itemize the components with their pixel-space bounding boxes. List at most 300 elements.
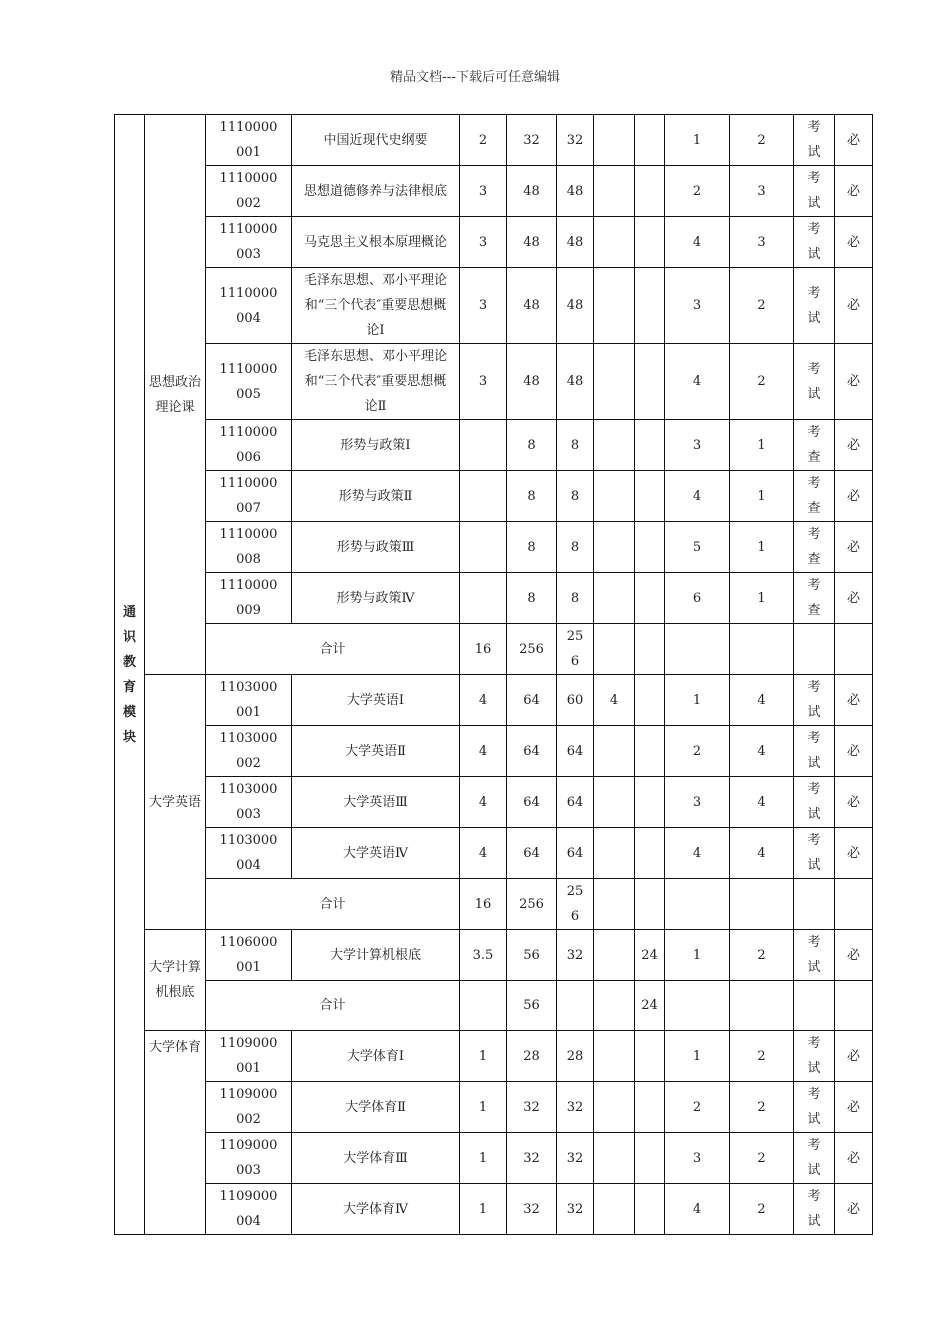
course-col5: [635, 1184, 665, 1235]
course-type-text: 必: [846, 539, 860, 555]
course-row: [115, 522, 873, 573]
course-assessment: [794, 1184, 835, 1235]
course-credits-text: 4: [478, 692, 488, 708]
course-lecture-hours: [557, 828, 594, 879]
course-name: [292, 522, 460, 573]
course-assessment: [794, 573, 835, 624]
total-semester: [665, 879, 730, 930]
course-weekly-hours-text: 2: [757, 1150, 766, 1166]
course-code: [206, 828, 292, 879]
course-lecture-hours-text: 8: [570, 488, 580, 504]
total-lecture-hours-text: 256: [566, 629, 584, 669]
course-row: [115, 344, 873, 420]
course-col5: [635, 1082, 665, 1133]
course-semester-text: 2: [692, 743, 702, 759]
course-col5: [635, 268, 665, 344]
course-assessment-text: 考试: [807, 285, 821, 326]
course-type-text: 必: [846, 234, 860, 250]
course-weekly-hours: [730, 1133, 794, 1184]
course-code-text: 1110000004: [219, 285, 278, 326]
total-col5-text: 24: [641, 998, 658, 1013]
course-col4: [594, 344, 635, 420]
course-type-text: 必: [846, 132, 860, 148]
course-type-text: 必: [846, 845, 860, 861]
course-type-text: 必: [846, 437, 860, 453]
total-assessment: [794, 879, 835, 930]
total-row: [115, 624, 873, 675]
course-name-text: 中国近现代史纲要: [323, 132, 428, 148]
course-credits: [460, 522, 507, 573]
course-type: [835, 268, 873, 344]
course-name-text: 形势与政策Ⅳ: [336, 590, 415, 606]
course-type: [835, 1031, 873, 1082]
course-weekly-hours-text: 4: [757, 743, 766, 759]
course-code: [206, 522, 292, 573]
course-type: [835, 420, 873, 471]
course-lecture-hours-text: 8: [570, 590, 580, 606]
course-type-text: 必: [846, 183, 860, 199]
course-assessment: [794, 828, 835, 879]
course-assessment: [794, 217, 835, 268]
course-semester-text: 4: [692, 488, 702, 504]
course-type: [835, 777, 873, 828]
course-type-text: 必: [846, 794, 860, 810]
course-credits-text: 3: [478, 298, 488, 313]
total-hours: [507, 624, 557, 675]
course-row: [115, 573, 873, 624]
course-name-text: 大学英语Ⅰ: [346, 692, 405, 708]
course-semester: [665, 777, 730, 828]
course-hours: [507, 522, 557, 573]
course-lecture-hours-text: 8: [570, 539, 580, 555]
course-lecture-hours: [557, 420, 594, 471]
course-credits: [460, 1133, 507, 1184]
course-lecture-hours: [557, 1184, 594, 1235]
course-assessment: [794, 522, 835, 573]
course-lecture-hours: [557, 217, 594, 268]
course-credits-text: 3: [478, 183, 488, 199]
course-col4: [594, 522, 635, 573]
course-credits: [460, 420, 507, 471]
course-credits: [460, 828, 507, 879]
course-semester: [665, 726, 730, 777]
course-code-text: 1110000002: [219, 171, 278, 211]
course-name: [292, 217, 460, 268]
total-lecture-hours: [557, 981, 594, 1031]
course-type: [835, 522, 873, 573]
course-code-text: 1110000001: [219, 120, 278, 160]
course-lecture-hours-text: 48: [566, 234, 584, 250]
total-col5: [635, 624, 665, 675]
total-semester: [665, 981, 730, 1031]
course-name-text: 毛泽东思想、邓小平理论和“三个代表″重要思想概论Ⅰ: [303, 273, 447, 338]
course-code: [206, 573, 292, 624]
course-semester-text: 4: [692, 845, 702, 861]
course-credits: [460, 675, 507, 726]
course-name-text: 大学体育Ⅱ: [345, 1099, 406, 1115]
total-semester: [665, 624, 730, 675]
course-type: [835, 115, 873, 166]
course-lecture-hours-text: 32: [566, 1099, 584, 1115]
course-credits-text: 4: [478, 845, 488, 861]
total-weekly: [730, 624, 794, 675]
course-semester-text: 2: [692, 1099, 702, 1115]
course-lecture-hours-text: 32: [566, 947, 584, 963]
course-credits: [460, 930, 507, 981]
course-semester-text: 1: [692, 1048, 702, 1064]
course-name: [292, 1082, 460, 1133]
course-credits-text: 3.5: [472, 947, 494, 963]
course-code: [206, 217, 292, 268]
course-hours: [507, 675, 557, 726]
course-semester-text: 6: [692, 590, 702, 606]
course-col4: [594, 828, 635, 879]
course-col4: [594, 573, 635, 624]
course-hours-text: 8: [527, 488, 536, 504]
course-hours-text: 32: [523, 1150, 540, 1166]
course-credits-text: 1: [478, 1150, 488, 1166]
course-hours: [507, 828, 557, 879]
total-assessment: [794, 624, 835, 675]
course-type-text: 必: [846, 947, 860, 963]
course-lecture-hours: [557, 268, 594, 344]
course-row: [115, 930, 873, 981]
course-col5: [635, 930, 665, 981]
course-col5: [635, 1031, 665, 1082]
course-col4: [594, 675, 635, 726]
course-code: [206, 1133, 292, 1184]
course-assessment-text: 考查: [807, 425, 821, 465]
course-name: [292, 420, 460, 471]
total-label-text: 合计: [319, 998, 346, 1013]
course-lecture-hours-text: 64: [566, 794, 584, 810]
course-row: [115, 166, 873, 217]
course-weekly-hours: [730, 777, 794, 828]
course-semester: [665, 1082, 730, 1133]
course-col4: [594, 1133, 635, 1184]
course-assessment: [794, 166, 835, 217]
course-weekly-hours-text: 2: [757, 1201, 766, 1217]
course-weekly-hours-text: 4: [757, 692, 766, 708]
course-lecture-hours: [557, 675, 594, 726]
course-semester: [665, 344, 730, 420]
total-type: [835, 981, 873, 1031]
course-col5: [635, 166, 665, 217]
total-weekly: [730, 879, 794, 930]
course-weekly-hours-text: 1: [757, 539, 766, 555]
course-hours: [507, 930, 557, 981]
course-assessment-text: 考试: [807, 120, 821, 160]
course-hours: [507, 1082, 557, 1133]
course-name: [292, 1184, 460, 1235]
course-hours: [507, 777, 557, 828]
course-assessment: [794, 268, 835, 344]
course-credits-text: 2: [478, 132, 488, 148]
course-code: [206, 471, 292, 522]
course-lecture-hours: [557, 522, 594, 573]
total-label: [206, 879, 460, 930]
course-weekly-hours: [730, 726, 794, 777]
course-type-text: 必: [846, 1150, 860, 1166]
course-semester-text: 5: [692, 539, 702, 555]
course-weekly-hours: [730, 573, 794, 624]
total-type: [835, 879, 873, 930]
course-weekly-hours: [730, 420, 794, 471]
course-code: [206, 115, 292, 166]
module-label: [115, 115, 145, 1235]
course-code: [206, 166, 292, 217]
course-row: [115, 115, 873, 166]
module-label-text: 通识教育模块: [122, 604, 136, 745]
course-semester: [665, 930, 730, 981]
course-code-text: 1109000004: [219, 1189, 278, 1229]
course-hours-text: 64: [523, 794, 540, 810]
course-assessment: [794, 1133, 835, 1184]
course-assessment: [794, 1031, 835, 1082]
course-type-text: 必: [846, 1048, 860, 1064]
course-assessment-text: 考查: [807, 527, 821, 567]
course-semester-text: 2: [692, 183, 702, 199]
course-name: [292, 471, 460, 522]
course-col5: [635, 217, 665, 268]
course-lecture-hours: [557, 573, 594, 624]
course-lecture-hours: [557, 777, 594, 828]
course-row: [115, 217, 873, 268]
course-type: [835, 1082, 873, 1133]
course-name-text: 形势与政策Ⅰ: [340, 437, 411, 453]
course-name-text: 大学计算机根底: [329, 947, 421, 963]
course-row: [115, 471, 873, 522]
course-type: [835, 573, 873, 624]
course-code-text: 1110000006: [219, 425, 278, 465]
course-type: [835, 1133, 873, 1184]
category-label: [145, 115, 206, 675]
course-code: [206, 777, 292, 828]
course-lecture-hours: [557, 344, 594, 420]
course-assessment-text: 考试: [807, 782, 821, 822]
course-col4: [594, 1082, 635, 1133]
total-credits-text: 16: [474, 641, 492, 657]
course-credits-text: 1: [478, 1099, 488, 1115]
course-semester-text: 3: [692, 1150, 702, 1166]
course-col4-text: 4: [609, 692, 619, 708]
course-weekly-hours-text: 2: [757, 947, 766, 963]
course-weekly-hours: [730, 217, 794, 268]
course-weekly-hours: [730, 166, 794, 217]
course-weekly-hours: [730, 522, 794, 573]
course-credits: [460, 1031, 507, 1082]
course-row: [115, 1184, 873, 1235]
total-hours-text: 256: [519, 896, 544, 912]
course-semester-text: 3: [692, 794, 702, 810]
course-assessment: [794, 930, 835, 981]
course-type: [835, 930, 873, 981]
course-col4: [594, 268, 635, 344]
course-assessment-text: 考试: [807, 1189, 821, 1229]
course-hours-text: 8: [527, 539, 536, 555]
course-col4: [594, 930, 635, 981]
course-semester-text: 3: [692, 298, 702, 313]
total-credits: [460, 624, 507, 675]
total-col5: [635, 981, 665, 1031]
course-code-text: 1106000001: [219, 935, 278, 975]
course-name: [292, 675, 460, 726]
total-col4: [594, 624, 635, 675]
course-weekly-hours-text: 3: [757, 183, 766, 199]
course-assessment-text: 考试: [807, 680, 821, 720]
total-col4: [594, 981, 635, 1031]
course-row: [115, 268, 873, 344]
course-col4: [594, 166, 635, 217]
course-type: [835, 344, 873, 420]
course-assessment-text: 考试: [807, 171, 821, 211]
course-lecture-hours-text: 32: [566, 1150, 584, 1166]
course-weekly-hours: [730, 1031, 794, 1082]
course-assessment-text: 考试: [807, 935, 821, 975]
course-hours-text: 32: [523, 1201, 540, 1217]
course-type-text: 必: [846, 590, 860, 606]
course-credits-text: 4: [478, 743, 488, 759]
course-hours-text: 8: [527, 590, 536, 606]
course-weekly-hours-text: 2: [757, 1048, 766, 1064]
total-col4: [594, 879, 635, 930]
course-hours-text: 64: [523, 845, 540, 861]
course-credits: [460, 115, 507, 166]
course-col5: [635, 573, 665, 624]
course-hours: [507, 573, 557, 624]
course-type: [835, 217, 873, 268]
course-name-text: 大学英语Ⅲ: [343, 794, 408, 810]
course-lecture-hours: [557, 1082, 594, 1133]
total-credits: [460, 879, 507, 930]
total-label-text: 合计: [319, 641, 346, 657]
course-lecture-hours: [557, 930, 594, 981]
course-name-text: 大学英语Ⅳ: [343, 845, 408, 861]
course-assessment-text: 考查: [807, 476, 821, 516]
course-code: [206, 1184, 292, 1235]
course-code-text: 1109000002: [219, 1087, 278, 1127]
course-code: [206, 930, 292, 981]
course-credits-text: 1: [478, 1201, 488, 1217]
course-name-text: 形势与政策Ⅲ: [336, 539, 415, 555]
course-lecture-hours: [557, 1133, 594, 1184]
course-code: [206, 675, 292, 726]
total-credits: [460, 981, 507, 1031]
course-col4: [594, 777, 635, 828]
course-hours: [507, 1031, 557, 1082]
course-assessment: [794, 420, 835, 471]
course-assessment-text: 考试: [807, 1087, 821, 1127]
course-name: [292, 268, 460, 344]
course-assessment: [794, 777, 835, 828]
course-assessment-text: 考查: [807, 578, 821, 618]
course-type-text: 必: [846, 1201, 860, 1217]
course-weekly-hours-text: 4: [757, 794, 766, 810]
course-semester: [665, 828, 730, 879]
course-credits: [460, 1082, 507, 1133]
course-weekly-hours: [730, 268, 794, 344]
total-row: [115, 879, 873, 930]
course-code: [206, 420, 292, 471]
course-hours: [507, 217, 557, 268]
course-code: [206, 268, 292, 344]
course-code-text: 1103000002: [219, 731, 278, 771]
course-type-text: 必: [846, 1099, 860, 1115]
course-hours: [507, 420, 557, 471]
course-weekly-hours: [730, 344, 794, 420]
course-col5-text: 24: [641, 947, 658, 963]
course-lecture-hours-text: 32: [566, 1201, 584, 1217]
course-semester: [665, 522, 730, 573]
course-semester: [665, 166, 730, 217]
category-label-text: 思想政治理论课: [148, 374, 201, 415]
course-semester: [665, 675, 730, 726]
course-code-text: 1103000003: [219, 782, 278, 822]
course-lecture-hours-text: 48: [566, 183, 584, 199]
course-assessment-text: 考试: [807, 361, 821, 402]
course-code: [206, 726, 292, 777]
course-code-text: 1110000005: [219, 361, 278, 402]
course-type: [835, 471, 873, 522]
category-label-text: 大学英语: [148, 794, 201, 810]
course-assessment: [794, 344, 835, 420]
course-row: [115, 1031, 873, 1082]
course-col4: [594, 726, 635, 777]
course-name: [292, 1133, 460, 1184]
course-hours: [507, 726, 557, 777]
course-assessment: [794, 675, 835, 726]
course-type-text: 必: [846, 374, 860, 389]
course-semester-text: 1: [692, 692, 702, 708]
course-credits-text: 4: [478, 794, 488, 810]
total-hours-text: 256: [519, 641, 544, 657]
course-row: [115, 828, 873, 879]
course-hours: [507, 344, 557, 420]
course-name: [292, 573, 460, 624]
course-code: [206, 1031, 292, 1082]
course-credits: [460, 268, 507, 344]
curriculum-table: [114, 114, 873, 1235]
course-weekly-hours: [730, 675, 794, 726]
course-col4: [594, 420, 635, 471]
total-label: [206, 624, 460, 675]
course-name-text: 大学体育Ⅲ: [343, 1150, 408, 1166]
course-hours: [507, 268, 557, 344]
course-code: [206, 344, 292, 420]
course-hours: [507, 166, 557, 217]
course-weekly-hours: [730, 1184, 794, 1235]
course-semester: [665, 1133, 730, 1184]
course-col5: [635, 777, 665, 828]
total-credits-text: 16: [474, 896, 492, 912]
course-credits: [460, 471, 507, 522]
course-semester-text: 1: [692, 132, 702, 148]
course-semester: [665, 471, 730, 522]
total-row: [115, 981, 873, 1031]
course-col5: [635, 115, 665, 166]
course-hours-text: 48: [523, 234, 540, 250]
category-label: [145, 930, 206, 1031]
course-col5: [635, 471, 665, 522]
course-credits-text: 3: [478, 234, 488, 250]
course-hours-text: 32: [523, 1099, 540, 1115]
course-lecture-hours-text: 48: [566, 374, 584, 389]
category-label: [145, 675, 206, 930]
course-name-text: 大学英语Ⅱ: [345, 743, 406, 759]
course-hours-text: 56: [523, 947, 540, 963]
course-hours: [507, 115, 557, 166]
course-hours-text: 48: [523, 374, 540, 389]
